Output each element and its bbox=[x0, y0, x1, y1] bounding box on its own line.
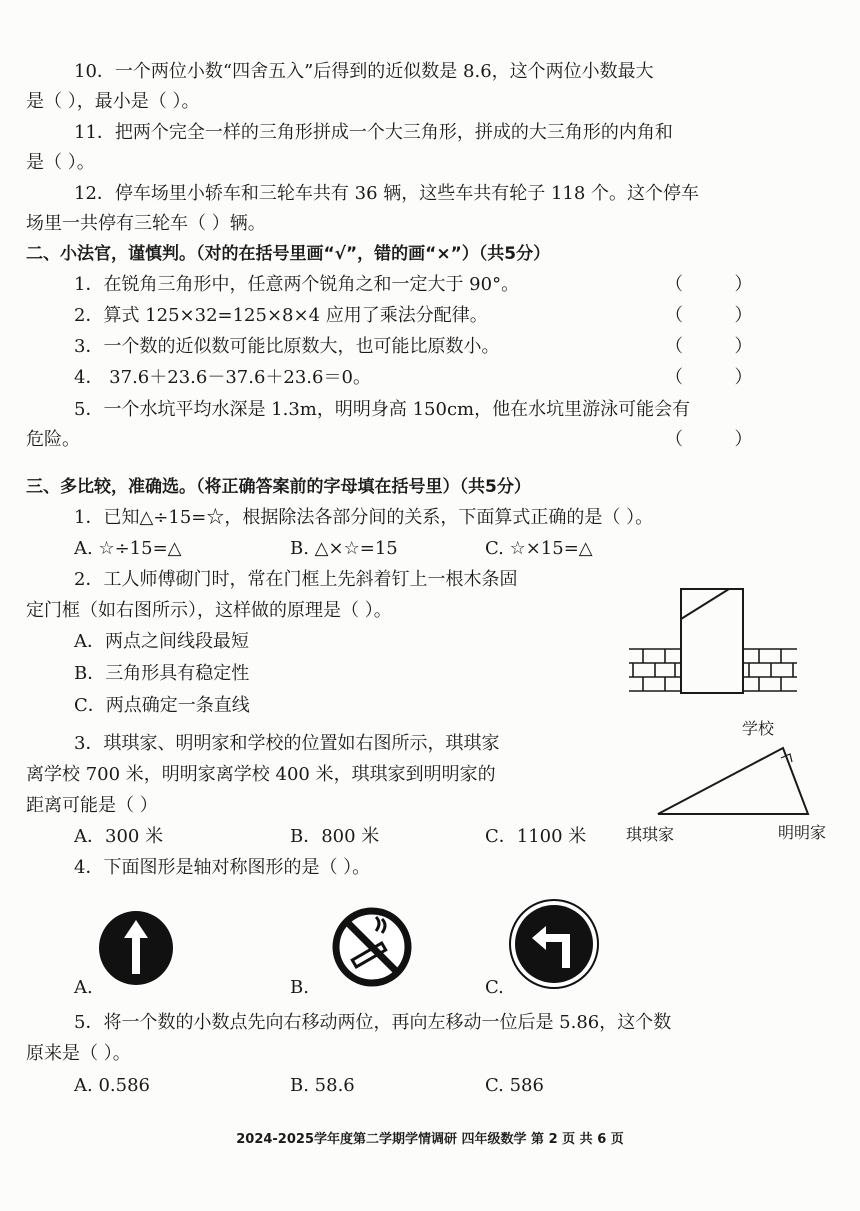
location-triangle-figure bbox=[650, 740, 815, 820]
mc1-stem: 1．已知△÷15=☆，根据除法各部分间的关系，下面算式正确的是（ ）。 bbox=[74, 507, 654, 528]
page-footer: 2024-2025学年度第二学期学情调研 四年级数学 第 2 页 共 6 页 bbox=[236, 1132, 624, 1147]
straight-arrow-sign-icon bbox=[98, 910, 174, 986]
mc5-option-b: B. 58.6 bbox=[290, 1075, 355, 1096]
mc2-line2: 定门框（如右图所示），这样做的原理是（ ）。 bbox=[26, 600, 392, 621]
q11-line2: 是（ ）。 bbox=[26, 152, 95, 173]
mc2-option-b: B．三角形具有稳定性 bbox=[74, 663, 250, 684]
mc3-option-a: A．300 米 bbox=[74, 826, 164, 847]
q10-line2: 是（ ），最小是（ ）。 bbox=[26, 91, 200, 112]
q10-line1: 10．一个两位小数“四舍五入”后得到的近似数是 8.6，这个两位小数最大 bbox=[74, 61, 654, 82]
tf-item-1: 1．在锐角三角形中，任意两个锐角之和一定大于 90°。 bbox=[74, 274, 520, 295]
mc1-option-c: C. ☆×15=△ bbox=[485, 538, 593, 559]
mc1-option-a: A. ☆÷15=△ bbox=[74, 538, 182, 559]
left-turn-sign-icon bbox=[508, 898, 600, 990]
label-qiqi-home: 琪琪家 bbox=[626, 825, 675, 844]
q11-line1: 11．把两个完全一样的三角形拼成一个大三角形，拼成的大三角形的内角和 bbox=[74, 122, 673, 143]
mc5-option-a: A. 0.586 bbox=[74, 1075, 150, 1096]
mc2-option-a: A．两点之间线段最短 bbox=[74, 631, 249, 652]
mc3-option-b: B．800 米 bbox=[290, 826, 380, 847]
mc5-line1: 5．将一个数的小数点先向右移动两位，再向左移动一位后是 5.86，这个数 bbox=[74, 1012, 672, 1033]
mc4-option-a: A. bbox=[74, 977, 93, 998]
tf-item-3: 3．一个数的近似数可能比原数大，也可能比原数小。 bbox=[74, 336, 500, 357]
mc5-line2: 原来是（ ）。 bbox=[26, 1043, 131, 1064]
q12-line1: 12．停车场里小轿车和三轮车共有 36 辆，这些车共有轮子 118 个。这个停车 bbox=[74, 183, 700, 204]
mc2-line1: 2．工人师傅砌门时，常在门框上先斜着钉上一根木条固 bbox=[74, 569, 518, 590]
section2-heading: 二、小法官，谨慎判。（对的在括号里画“√”，错的画“×”）（共5分） bbox=[26, 244, 551, 264]
tf-answer-5[interactable]: （ ） bbox=[665, 429, 753, 450]
tf-item-4: 4． 37.6＋23.6－37.6＋23.6＝0。 bbox=[74, 367, 371, 388]
tf-item-2: 2．算式 125×32=125×8×4 应用了乘法分配律。 bbox=[74, 305, 488, 326]
mc2-option-c: C．两点确定一条直线 bbox=[74, 695, 250, 716]
mc5-option-c: C. 586 bbox=[485, 1075, 544, 1096]
mc1-option-b: B. △×☆=15 bbox=[290, 538, 398, 559]
tf-answer-1[interactable]: （ ） bbox=[665, 274, 753, 295]
no-smoking-sign-icon bbox=[332, 907, 412, 987]
tf-answer-3[interactable]: （ ） bbox=[665, 336, 753, 357]
label-school: 学校 bbox=[742, 719, 775, 738]
mc3-line2: 离学校 700 米，明明家离学校 400 米，琪琪家到明明家的 bbox=[26, 764, 496, 785]
tf-item-5-cont: 危险。 bbox=[26, 429, 80, 450]
mc3-line1: 3．琪琪家、明明家和学校的位置如右图所示，琪琪家 bbox=[74, 733, 500, 754]
mc4-option-b: B. bbox=[290, 977, 309, 998]
mc4-stem: 4．下面图形是轴对称图形的是（ ）。 bbox=[74, 857, 371, 878]
mc3-option-c: C．1100 米 bbox=[485, 826, 587, 847]
label-mingming-home: 明明家 bbox=[778, 823, 827, 842]
tf-answer-2[interactable]: （ ） bbox=[665, 305, 753, 326]
tf-item-5: 5．一个水坑平均水深是 1.3m，明明身高 150cm，他在水坑里游泳可能会有 bbox=[74, 399, 691, 420]
tf-answer-4[interactable]: （ ） bbox=[665, 367, 753, 388]
door-frame-figure bbox=[625, 585, 800, 700]
q12-line2: 场里一共停有三轮车（ ）辆。 bbox=[26, 213, 266, 234]
mc4-option-c: C. bbox=[485, 977, 504, 998]
mc3-line3: 距离可能是（ ） bbox=[26, 795, 158, 816]
section3-heading: 三、多比较，准确选。（将正确答案前的字母填在括号里）（共5分） bbox=[26, 477, 531, 497]
